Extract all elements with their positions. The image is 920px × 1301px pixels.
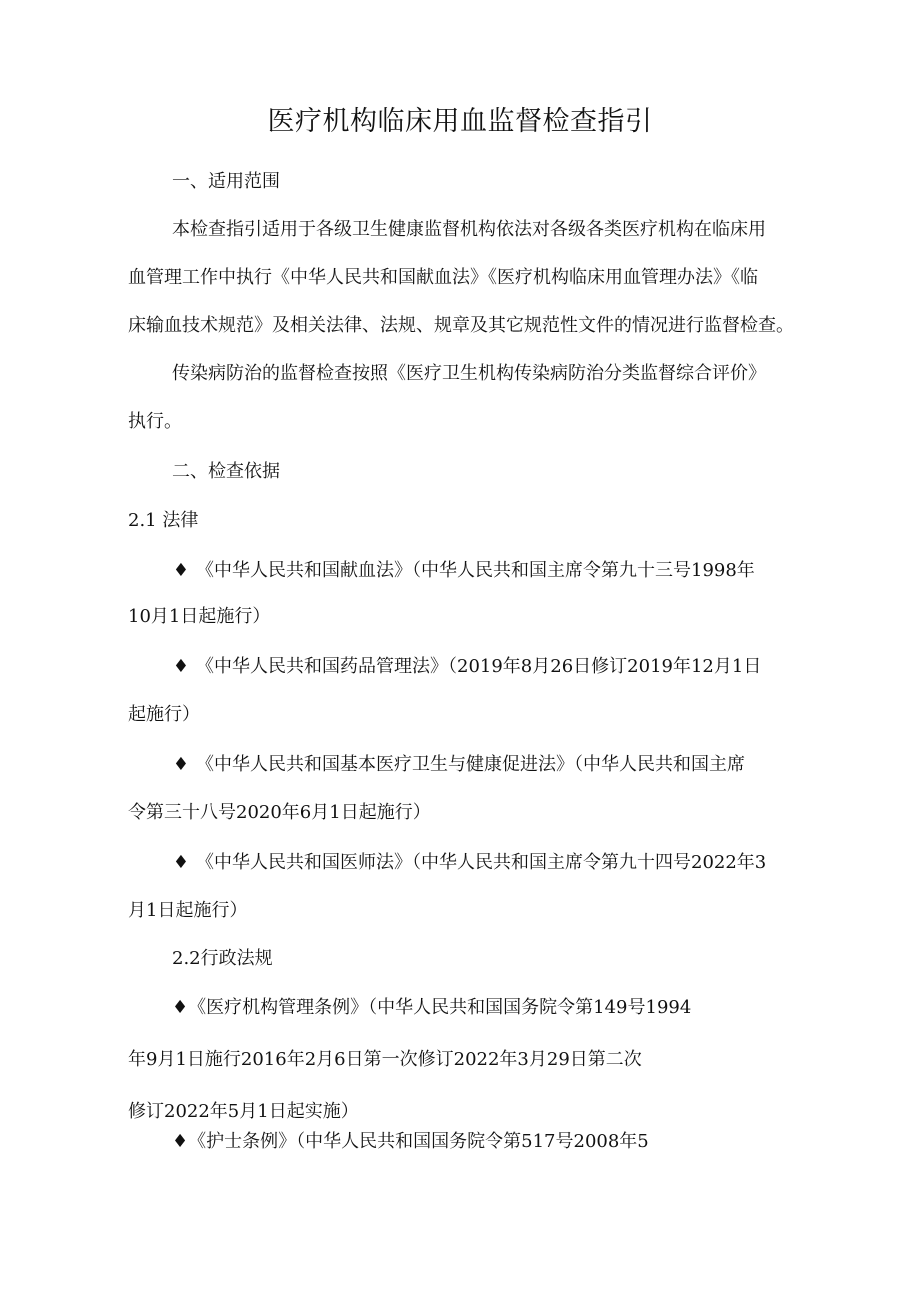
page-title: 医疗机构临床用血监督检查指引 (267, 106, 653, 137)
paragraph-line: 传染病防治的监督检查按照《医疗卫生机构传染病防治分类监督综合评价》 (172, 363, 766, 384)
diamond-bullet-icon: ♦ (172, 560, 190, 581)
paragraph-line: 床输血技术规范》及相关法律、法规、规章及其它规范性文件的情况进行监督检查。 (128, 315, 794, 336)
list-item-continuation: 令第三十八号2020年6月1日起施行） (128, 802, 431, 823)
list-item (172, 996, 691, 1020)
diamond-bullet-icon: ♦ (172, 1131, 189, 1152)
subsection-heading-law: 2.1 法律 (128, 510, 199, 531)
subsection-heading-admin-regulations: 2.2行政法规 (172, 948, 273, 969)
paragraph-line: 本检查指引适用于各级卫生健康监督机构依法对各级各类医疗机构在临床用 (172, 219, 766, 240)
list-item-continuation: 起施行） (128, 704, 200, 725)
list-item (172, 753, 745, 777)
paragraph-line: 血管理工作中执行《中华人民共和国献血法》《医疗机构临床用血管理办法》《临 (128, 267, 758, 288)
section-heading-basis: 二、检查依据 (172, 461, 280, 482)
list-item-continuation: 10月1日起施行） (128, 606, 271, 627)
law-title-line: 《中华人民共和国基本医疗卫生与健康促进法》（中华人民共和国主席 (196, 754, 745, 775)
list-item-continuation: 修订2022年5月1日起实施） (128, 1101, 359, 1122)
list-item-continuation: 月1日起施行） (128, 900, 248, 921)
diamond-bullet-icon: ♦ (172, 852, 190, 873)
section-heading-scope: 一、适用范围 (172, 171, 280, 192)
regulation-title-line: 《护士条例》（中华人民共和国国务院令第517号2008年5 (188, 1131, 649, 1152)
list-item-continuation: 年9月1日施行2016年2月6日第一次修订2022年3月29日第二次 (128, 1049, 642, 1070)
diamond-bullet-icon: ♦ (172, 997, 189, 1018)
paragraph-line: 执行。 (128, 411, 182, 432)
law-title-line: 《中华人民共和国献血法》（中华人民共和国主席令第九十三号1998年 (196, 560, 755, 581)
regulation-title-line: 《医疗机构管理条例》（中华人民共和国国务院令第149号1994 (188, 997, 692, 1018)
list-item (172, 851, 766, 875)
list-item (172, 1130, 649, 1154)
list-item (172, 559, 755, 583)
law-title-line: 《中华人民共和国药品管理法》（2019年8月26日修订2019年12月1日 (196, 656, 762, 677)
diamond-bullet-icon: ♦ (172, 656, 190, 677)
list-item (172, 655, 761, 679)
law-title-line: 《中华人民共和国医师法》（中华人民共和国主席令第九十四号2022年3 (196, 852, 767, 873)
diamond-bullet-icon: ♦ (172, 754, 190, 775)
